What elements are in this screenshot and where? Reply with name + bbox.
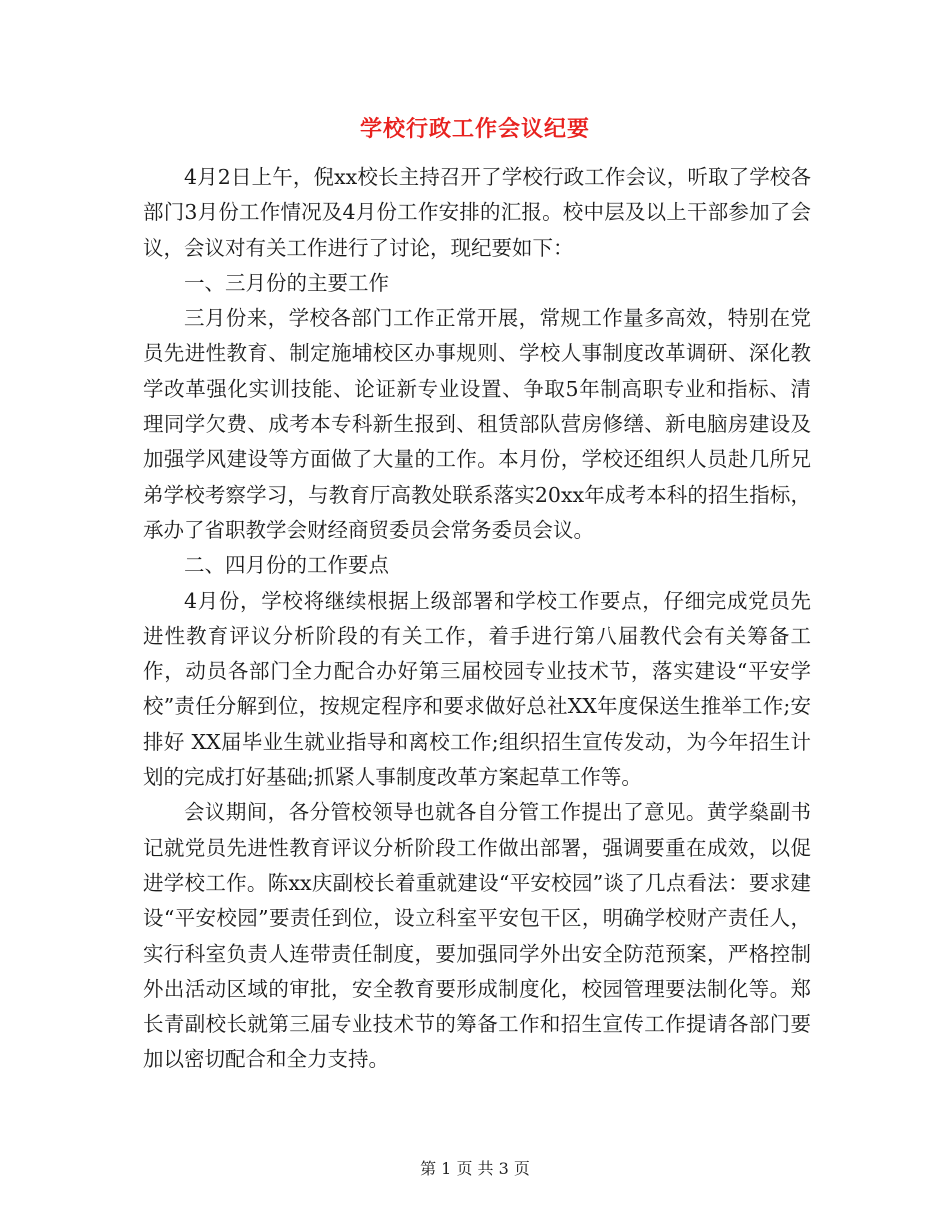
intro-paragraph: 4月2日上午，倪xx校长主持召开了学校行政工作会议，听取了学校各部门3月份工作情况及4月份工作安排的汇报。校中层及以上干部参加了会议，会议对有关工作进行了讨论，现纪要如下： bbox=[143, 165, 811, 260]
section-heading-april: 二、四月份的工作要点 bbox=[184, 553, 389, 578]
march-work-paragraph: 三月份来，学校各部门工作正常开展，常规工作量多高效，特别在党员先进性教育、制定施埔校区办事规则、学校人事制度改革调研、深化教学改革强化实训技能、论证新专业设置、争取5年制高职专业和指标、清理同学欠费、成考本专科新生报到、租赁部队营房修缮、新电脑房建设及加强学风建设等方面做了大量的工作。本月份，学校还组织人员赴几所兄弟学校考察学习，与教育厅高教处联系落实20xx年成考本科的招生指标，承办了省职教学会财经商贸委员会常务委员会议。 bbox=[143, 306, 811, 542]
april-plan-paragraph: 4月份，学校将继续根据上级部署和学校工作要点，仔细完成党员先进性教育评议分析阶段的有关工作，着手进行第八届教代会有关筹备工作，动员各部门全力配合办好第三届校园专业技术节，落实建设“平安学校”责任分解到位，按规定程序和要求做好总社XX年度保送生推举工作;安排好 XX届毕业生就业指导和离校工作;组织招生宣传发动，为今年招生计划的完成打好基础;抓紧人事制度改革方案起草工作等。 bbox=[143, 588, 811, 790]
section-heading-march: 一、三月份的主要工作 bbox=[184, 270, 389, 295]
document-body bbox=[143, 160, 811, 1078]
meeting-remarks-paragraph: 会议期间，各分管校领导也就各自分管工作提出了意见。黄学燊副书记就党员先进性教育评议分析阶段工作做出部署，强调要重在成效，以促进学校工作。陈xx庆副校长着重就建设“平安校园”谈了几点看法：要求建设“平安校园”要责任到位，设立科室平安包干区，明确学校财产责任人，实行科室负责人连带责任制度，要加强同学外出安全防范预案，严格控制外出活动区域的审批，安全教育要形成制度化，校园管理要法制化等。郑长青副校长就第三届专业技术节的筹备工作和招生宣传工作提请各部门要加以密切配合和全力支持。 bbox=[143, 800, 811, 1072]
document-title: 学校行政工作会议纪要 bbox=[359, 116, 590, 142]
page-number-footer: 第 1 页 共 3 页 bbox=[420, 1159, 530, 1178]
